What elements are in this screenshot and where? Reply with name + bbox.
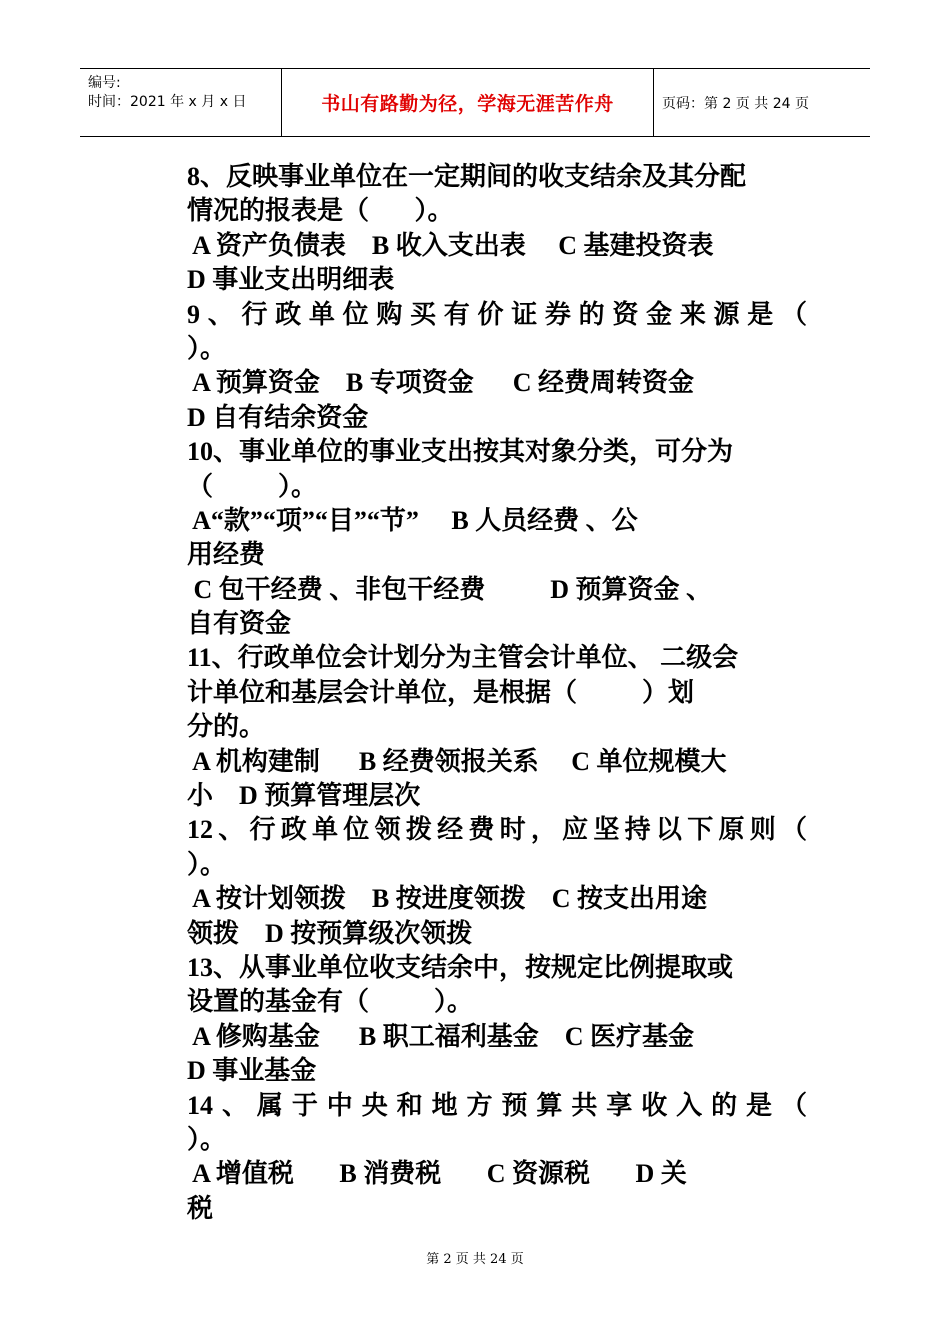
header-page-cell [654, 69, 870, 136]
text-line: 分的。 [187, 712, 266, 742]
header-meta-cell [80, 69, 282, 136]
page-header [80, 68, 870, 137]
text-line: 设置的基金有（ ）。 [187, 987, 474, 1017]
text-line: A 按计划领拨 B 按进度领拨 C 按支出用途 [187, 884, 708, 914]
text-line: A 资产负债表 B 收入支出表 C 基建投资表 [187, 230, 714, 260]
header-motto: 书山有路勤为径，学海无涯苦作舟 [321, 93, 614, 115]
text-line: 计单位和基层会计单位，是根据（ ）划 [187, 677, 695, 707]
text-line: ）。 [187, 1124, 227, 1154]
text-line: 情况的报表是（ ）。 [187, 196, 454, 226]
question-body [187, 160, 807, 1226]
text-line: 小 D 预算管理层次 [187, 781, 421, 811]
text-line: 13、从事业单位收支结余中，按规定比例提取或 [187, 952, 734, 982]
text-line: 10、事业单位的事业支出按其对象分类，可分为 [187, 437, 734, 467]
text-line: 11、行政单位会计划分为主管会计单位、 二级会 [187, 643, 739, 673]
text-line: 领拨 D 按预算级次领拨 [187, 918, 473, 948]
document-time-label: 时间：2021 年 x 月 x 日 [88, 94, 247, 110]
text-line: D 事业支出明细表 [187, 265, 395, 295]
text-line: 14、属于中央和地方预算共享收入的是（ [187, 1090, 807, 1120]
text-line: 9、行政单位购买有价证券的资金来源是（ [187, 299, 807, 329]
text-line: C 包干经费 、非包干经费 D 预算资金 、 [187, 574, 713, 604]
header-motto-cell [282, 69, 654, 136]
header-page-info: 页码：第 2 页 共 24 页 [662, 95, 809, 112]
text-line: A 预算资金 B 专项资金 C 经费周转资金 [187, 368, 695, 398]
text-line: D 事业基金 [187, 1056, 317, 1086]
text-line: ）。 [187, 849, 227, 879]
page-footer: 第 2 页 共 24 页 [426, 1252, 524, 1267]
text-line: D 自有结余资金 [187, 402, 369, 432]
document-number-label: 编号: [88, 75, 121, 91]
text-line: A 机构建制 B 经费领报关系 C 单位规模大 [187, 746, 727, 776]
text-line: A 增值税 B 消费税 C 资源税 D 关 [187, 1159, 687, 1189]
text-line: （ ）。 [187, 471, 318, 501]
text-line: ）。 [187, 333, 227, 363]
text-line: 8、反映事业单位在一定期间的收支结余及其分配 [187, 162, 747, 191]
text-line: A“款”“项”“目”“节” B 人员经费 、公 [187, 505, 638, 535]
text-line: A 修购基金 B 职工福利基金 C 医疗基金 [187, 1021, 695, 1051]
text-line: 用经费 [187, 540, 266, 570]
text-line: 自有资金 [187, 609, 292, 639]
text-line: 12、行政单位领拨经费时，应坚持以下原则（ [187, 815, 807, 845]
text-line: 税 [187, 1193, 214, 1223]
